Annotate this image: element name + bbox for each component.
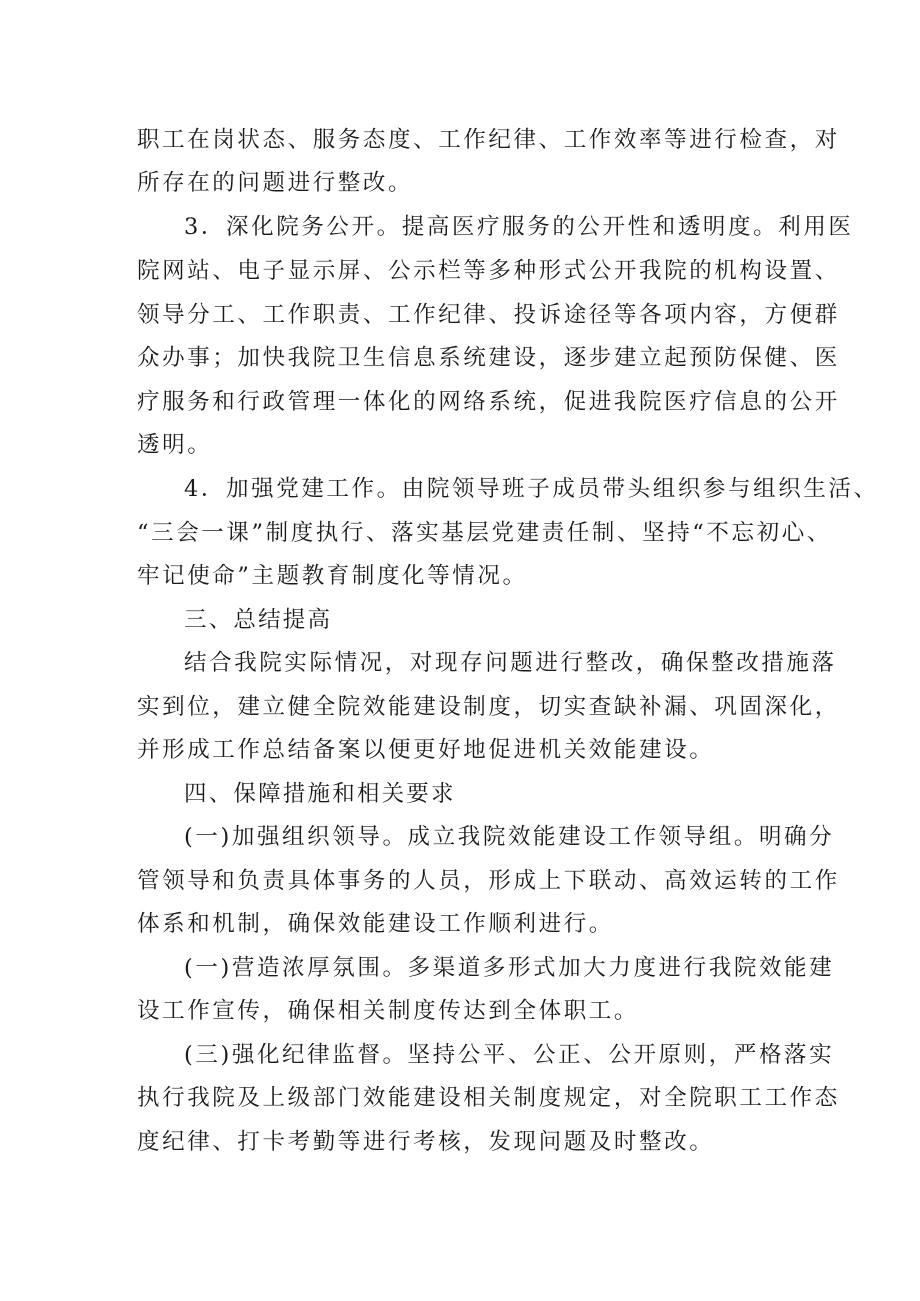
- paragraph-line: 所存在的问题进行整改。: [137, 170, 414, 196]
- paragraph-line: 4．加强党建工作。由院领导班子成员带头组织参与组织生活、: [184, 476, 879, 502]
- paragraph-line: 设工作宣传，确保相关制度传达到全体职工。: [137, 998, 640, 1024]
- paragraph-line: 执行我院及上级部门效能建设相关制度规定，对全院职工工作态: [137, 1085, 840, 1111]
- paragraph-line: 院网站、电子显示屏、公示栏等多种形式公开我院的机构设置、: [137, 258, 840, 284]
- paragraph-line: (一)加强组织领导。成立我院效能建设工作领导组。明确分: [184, 824, 835, 850]
- paragraph-line: 疗服务和行政管理一体化的网络系统，促进我院医疗信息的公开: [137, 389, 840, 415]
- paragraph-line: 3．深化院务公开。提高医疗服务的公开性和透明度。利用医: [184, 214, 854, 240]
- paragraph-line: 体系和机制，确保效能建设工作顺利进行。: [137, 911, 614, 937]
- section-heading: 三、总结提高: [184, 607, 333, 633]
- paragraph-line: 牢记使命”主题教育制度化等情况。: [137, 563, 528, 589]
- paragraph-line: 实到位，建立健全院效能建设制度，切实查缺补漏、巩固深化，: [137, 694, 840, 720]
- paragraph-line: 领导分工、工作职责、工作纪律、投诉途径等各项内容，方便群: [137, 302, 840, 328]
- paragraph-line: 众办事；加快我院卫生信息系统建设，逐步建立起预防保健、医: [137, 345, 840, 371]
- paragraph-line: “三会一课”制度执行、落实基层党建责任制、坚持“不忘初心、: [137, 520, 832, 546]
- paragraph-line: 度纪律、打卡考勤等进行考核，发现问题及时整改。: [137, 1129, 715, 1155]
- paragraph-line: 管领导和负责具体事务的人员，形成上下联动、高效运转的工作: [137, 868, 840, 894]
- paragraph-line: 透明。: [137, 432, 213, 458]
- paragraph-line: (三)强化纪律监督。坚持公平、公正、公开原则，严格落实: [184, 1042, 835, 1068]
- paragraph-line: 职工在岗状态、服务态度、工作纪律、工作效率等进行检查，对: [137, 127, 840, 153]
- paragraph-line: 结合我院实际情况，对现存问题进行整改，确保整改措施落: [184, 650, 837, 676]
- section-heading: 四、保障措施和相关要求: [184, 781, 456, 807]
- paragraph-line: (一)营造浓厚氛围。多渠道多形式加大力度进行我院效能建: [184, 955, 835, 981]
- paragraph-line: 并形成工作总结备案以便更好地促进机关效能建设。: [137, 737, 715, 763]
